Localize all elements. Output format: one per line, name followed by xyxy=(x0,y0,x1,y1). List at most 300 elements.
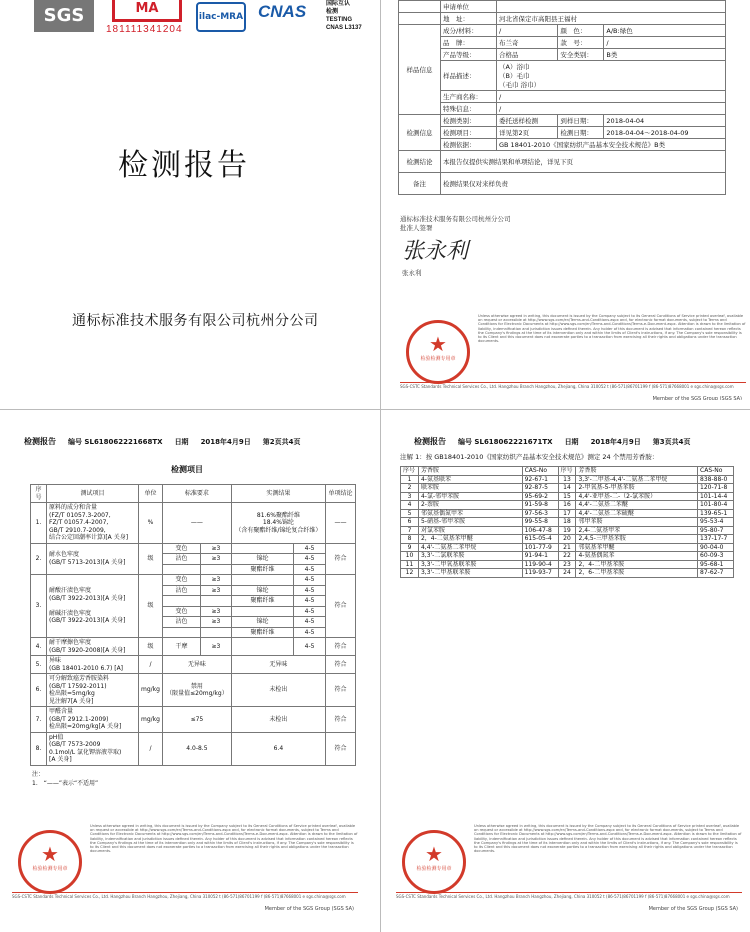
header-number: 编号 SL61806222166​8TX xyxy=(68,438,163,446)
info-row xyxy=(399,139,726,151)
info-label: 申请单位 xyxy=(441,1,497,13)
cas-number: 97-56-3 xyxy=(522,509,558,518)
cas-number: 92-87-5 xyxy=(522,484,558,493)
cas-number: 119-93-7 xyxy=(522,569,558,578)
amine-name: 4,4'-二氨基二苯醚 xyxy=(576,501,698,510)
info-value: 详见第2页 xyxy=(497,127,558,139)
footer-address: SGS-CSTC Standards Technical Services Co., Ltd. Hangzhou Branch Hangzhou, Zhejiang, China 310052 t (86-571)86701199 f (86-571)87668001 e sgs.china@sgs.com xyxy=(400,384,734,389)
unit: 级 xyxy=(139,543,163,575)
signature: 张永利 xyxy=(402,239,469,264)
cas-number: 106-47-8 xyxy=(522,526,558,535)
column-header: 标准要求 xyxy=(162,485,231,503)
info-label: 安全类别： xyxy=(558,49,604,61)
sub-result: 4-5 xyxy=(294,575,326,586)
notes xyxy=(32,770,98,788)
info-row xyxy=(399,1,726,13)
conclusion: 符合 xyxy=(326,707,356,733)
row-number: 4. xyxy=(31,638,47,656)
sub-label: 干摩 xyxy=(162,638,200,656)
cas-number: 95-68-1 xyxy=(698,560,734,569)
cas-number: 101-14-4 xyxy=(698,492,734,501)
cas-number: 90-04-0 xyxy=(698,543,734,552)
info-row xyxy=(399,61,726,91)
test-item: 可分解致癌芳香胺染料 (GB/T 17592-2011) 检出限=5mg/kg 见注解7[A 关身] xyxy=(47,674,139,707)
column-header: 序号 xyxy=(31,485,47,503)
fine-print: Unless otherwise agreed in writing, this document is issued by the Company subject to its General Conditions of Service printed overleaf, available on request or accessible at http://www.sgs.com/en/Terms-and-Conditions.aspx and, for electronic format documents, subject to Terms and Conditions for Electronic Documents at http://www.sgs.com/en/Terms-and-Conditions/Terms-e-Document.aspx. Attention is drawn to the limitation of liability, indemnification and jurisdiction issues defined therein. Any holder of this document is advised that information contained hereon reflects the Company's findings at the time of its intervention only and within the limits of Client's instructions, if any. The Company's sole responsibility is to its Client and this document does not exonerate parties to a transaction from exercising all their rights and obligations under the transaction documents. xyxy=(474,824,742,854)
cas-number: 120-71-8 xyxy=(698,484,734,493)
cnas-line: CNAS L3137 xyxy=(326,25,362,31)
test-row xyxy=(31,575,356,586)
requirement: 禁用 （限量值≤20mg/kg） xyxy=(162,674,231,707)
cas-number: 91-59-8 xyxy=(522,501,558,510)
footer-rule xyxy=(12,892,358,893)
seal-text: 检验检测专用章 xyxy=(416,866,452,872)
info-value: / xyxy=(497,91,726,103)
sub-result: 4-5 xyxy=(294,564,326,575)
sub-label: 沾色 xyxy=(162,617,200,628)
cas-number: 139-65-1 xyxy=(698,509,734,518)
sub-fiber: 聚酯纤维 xyxy=(231,627,293,638)
test-row xyxy=(31,503,356,544)
cas-number: 615-05-4 xyxy=(522,535,558,544)
info-value: 委托送样检测 xyxy=(497,115,558,127)
cnas-logo: CNAS xyxy=(258,2,307,21)
sub-label xyxy=(162,596,200,607)
info-value: / xyxy=(604,37,726,49)
unit: / xyxy=(139,732,163,765)
cas-number: 101-77-9 xyxy=(522,543,558,552)
sub-fiber: 聚酯纤维 xyxy=(231,596,293,607)
amine-number: 14 xyxy=(558,484,576,493)
column-header: 芳香胺 xyxy=(576,467,698,476)
requirement: 4.0-8.5 xyxy=(162,732,231,765)
sample-info-table xyxy=(398,0,726,195)
info-row xyxy=(399,25,726,37)
amine-name: 3,3'-二甲氧基联苯胺 xyxy=(418,560,522,569)
amine-name: 4-氨基偶氮苯 xyxy=(576,552,698,561)
unit: 级 xyxy=(139,575,163,638)
seal-text: 检验检测专用章 xyxy=(420,356,456,362)
info-value: 检测结果仅对来样负责 xyxy=(441,173,726,195)
footer-address: SGS-CSTC Standards Technical Services Co., Ltd. Hangzhou Branch Hangzhou, Zhejiang, China 310052 t (86-571)86701199 f (86-571)87668001 e sgs.china@sgs.com xyxy=(12,894,346,899)
result: 无异味 xyxy=(231,656,325,674)
sub-result: 4-5 xyxy=(294,627,326,638)
amine-name: 联苯胺 xyxy=(418,484,522,493)
amine-row xyxy=(401,484,734,493)
requirement: —— xyxy=(162,503,231,544)
sub-result: 4-5 xyxy=(294,606,326,617)
sub-fiber xyxy=(231,606,293,617)
amine-number: 11 xyxy=(401,560,419,569)
vertical-divider xyxy=(380,0,381,932)
star-icon: ★ xyxy=(425,842,443,866)
company-name: 通标标准技术服务有限公司杭州分公司 xyxy=(72,313,319,329)
amine-name: 4-氯-邻甲苯胺 xyxy=(418,492,522,501)
note-line: 注： xyxy=(32,771,45,778)
info-label: 到样日期： xyxy=(558,115,604,127)
info-label: 检测日期： xyxy=(558,127,604,139)
column-header: 芳香胺 xyxy=(418,467,522,476)
amine-number: 13 xyxy=(558,475,576,484)
test-row xyxy=(31,543,356,554)
cas-number: 101-80-4 xyxy=(698,501,734,510)
row-number: 1. xyxy=(31,503,47,544)
test-item: 甲醛含量 (GB/T 2912.1-2009) 检出限=20mg/kg[A 关身] xyxy=(47,707,139,733)
report-title: 检测报告 xyxy=(118,148,250,183)
star-icon: ★ xyxy=(41,842,59,866)
cas-number: 92-67-1 xyxy=(522,475,558,484)
sub-requirement xyxy=(200,627,231,638)
section-cell xyxy=(399,13,441,25)
cas-number: 95-80-7 xyxy=(698,526,734,535)
conclusion: 符合 xyxy=(326,732,356,765)
row-number: 8. xyxy=(31,732,47,765)
sub-label: 沾色 xyxy=(162,585,200,596)
cas-number: 99-55-8 xyxy=(522,518,558,527)
amines-table xyxy=(400,466,734,578)
cnas-line: 国际互认 xyxy=(326,1,351,7)
header-title: 检测报告 xyxy=(414,437,446,446)
page-header xyxy=(24,436,354,447)
conclusion: 符合 xyxy=(326,638,356,656)
amine-row xyxy=(401,535,734,544)
amine-number: 9 xyxy=(401,543,419,552)
signer-company: 通标标准技术服务有限公司杭州分公司 xyxy=(400,215,511,223)
cover-page xyxy=(0,0,374,400)
amine-row xyxy=(401,509,734,518)
info-label: 特殊信息： xyxy=(441,103,497,115)
sub-requirement: ≥3 xyxy=(200,617,231,628)
cas-number: 87-62-7 xyxy=(698,569,734,578)
amine-name: 2-甲氧基-5-甲基苯胺 xyxy=(576,484,698,493)
sub-requirement: ≥3 xyxy=(200,585,231,596)
page-footer xyxy=(12,822,358,914)
amine-row xyxy=(401,475,734,484)
sub-label: 变色 xyxy=(162,575,200,586)
info-value: 本报告仅提供实测结果和单项结论，详见下页 xyxy=(441,151,726,173)
fine-print: Unless otherwise agreed in writing, this document is issued by the Company subject to its General Conditions of Service printed overleaf, available on request or accessible at http://www.sgs.com/en/Terms-and-Conditions.aspx and, for electronic format documents, subject to Terms and Conditions for Electronic Documents at http://www.sgs.com/en/Terms-and-Conditions/Terms-e-Document.aspx. Attention is drawn to the limitation of liability, indemnification and jurisdiction issues defined therein. Any holder of this document is advised that information contained hereon reflects the Company's findings at the time of its intervention only and within the limits of Client's instructions, if any. The Company's sole responsibility is to its Client and this document does not exonerate parties to a transaction from exercising all their rights and obligations under the transaction documents. xyxy=(90,824,358,854)
info-label: 成分/材料： xyxy=(441,25,497,37)
section-cell: 检测结论 xyxy=(399,151,441,173)
info-label: 品 牌： xyxy=(441,37,497,49)
info-label: 产品等级： xyxy=(441,49,497,61)
cma-logo: MA xyxy=(112,0,182,22)
amines-note: 注解 1：按 GB18401-2010《国家纺织产品基本安全技术规范》测定 24 个禁用芳香胺： xyxy=(400,453,659,461)
amine-number: 4 xyxy=(401,501,419,510)
column-header: 测试项目 xyxy=(47,485,139,503)
sub-requirement: ≥3 xyxy=(200,543,231,554)
member-text: Member of the SGS Group (SGS SA) xyxy=(652,396,742,400)
amine-name: 邻氨基偶氮甲苯 xyxy=(418,509,522,518)
sub-result: 4-5 xyxy=(294,596,326,607)
test-row xyxy=(31,674,356,707)
sub-requirement: ≥3 xyxy=(200,638,231,656)
test-items-page xyxy=(0,426,374,932)
signer-title: 批准人签署 xyxy=(400,224,433,232)
section-cell xyxy=(399,1,441,13)
info-value: 布兰奇 xyxy=(497,37,558,49)
page-footer xyxy=(396,822,742,914)
header-date-label: 日期 xyxy=(564,438,579,446)
info-row xyxy=(399,91,726,103)
header-date: 2018年4月9日 xyxy=(590,438,641,446)
info-value: 2018-04-04 xyxy=(604,115,726,127)
section-cell: 检测信息 xyxy=(399,115,441,151)
info-label: 样品描述： xyxy=(441,61,497,91)
info-label: 地 址： xyxy=(441,13,497,25)
cas-number: 838-88-0 xyxy=(698,475,734,484)
amine-name: 2-萘胺 xyxy=(418,501,522,510)
cas-number: 137-17-7 xyxy=(698,535,734,544)
result: 未检出 xyxy=(231,707,325,733)
info-label: 生产商名称： xyxy=(441,91,497,103)
section-cell: 样品信息 xyxy=(399,25,441,115)
cas-number: 119-90-4 xyxy=(522,560,558,569)
cas-number: 95-53-4 xyxy=(698,518,734,527)
amine-row xyxy=(401,560,734,569)
test-row xyxy=(31,707,356,733)
amine-name: 2,4-二氨基甲苯 xyxy=(576,526,698,535)
sub-result: 4-5 xyxy=(294,617,326,628)
table-header-row xyxy=(31,485,356,503)
info-value: 2018-04-04～2018-04-09 xyxy=(604,127,726,139)
result: 6.4 xyxy=(231,732,325,765)
conclusion: 符合 xyxy=(326,674,356,707)
amine-name: 2，6-二甲基苯胺 xyxy=(576,569,698,578)
member-text: Member of the SGS Group (SGS SA) xyxy=(264,906,354,912)
row-number: 6. xyxy=(31,674,47,707)
sub-fiber: 锦纶 xyxy=(231,617,293,628)
test-row xyxy=(31,656,356,674)
header-page: 第2页共4页 xyxy=(262,438,301,446)
amine-number: 7 xyxy=(401,526,419,535)
cnas-line: 检测 xyxy=(326,9,339,15)
column-header: 序号 xyxy=(558,467,576,476)
unit: mg/kg xyxy=(139,674,163,707)
sub-requirement: ≥3 xyxy=(200,575,231,586)
unit: mg/kg xyxy=(139,707,163,733)
amine-number: 18 xyxy=(558,518,576,527)
sub-label: 变色 xyxy=(162,606,200,617)
cas-number: 95-69-2 xyxy=(522,492,558,501)
info-row xyxy=(399,115,726,127)
amine-number: 3 xyxy=(401,492,419,501)
signer-block xyxy=(400,215,511,233)
amine-name: 邻氨基苯甲醚 xyxy=(576,543,698,552)
row-number: 3. xyxy=(31,575,47,638)
info-row xyxy=(399,127,726,139)
test-items-table xyxy=(30,484,356,766)
seal-text: 检验检测专用章 xyxy=(32,866,68,872)
info-row xyxy=(399,49,726,61)
info-row xyxy=(399,37,726,49)
info-label: 颜 色： xyxy=(558,25,604,37)
amine-row xyxy=(401,552,734,561)
member-text: Member of the SGS Group (SGS SA) xyxy=(648,906,738,912)
unit: 级 xyxy=(139,638,163,656)
section-cell: 备注 xyxy=(399,173,441,195)
info-value: / xyxy=(497,103,726,115)
amines-page xyxy=(388,426,750,932)
info-value: GB 18401-2010《国家纺织产品基本安全技术规范》B类 xyxy=(497,139,726,151)
amine-name: 2，4-二甲基苯胺 xyxy=(576,560,698,569)
footer-rule xyxy=(396,892,742,893)
test-row xyxy=(31,638,356,656)
test-item: 耐水色牢度 (GB/T 5713-2013)[A 关身] xyxy=(47,543,139,575)
sub-fiber: 锦纶 xyxy=(231,554,293,565)
requirement: ≤75 xyxy=(162,707,231,733)
amine-row xyxy=(401,569,734,578)
column-header: 实测结果 xyxy=(231,485,325,503)
amine-number: 20 xyxy=(558,535,576,544)
cnas-text xyxy=(326,0,362,32)
info-label: 检测依据： xyxy=(441,139,497,151)
amine-name: 4,4'-二氨基二苯甲烷 xyxy=(418,543,522,552)
amine-number: 2 xyxy=(401,484,419,493)
conclusion: 符合 xyxy=(326,575,356,638)
sub-fiber: 聚酯纤维 xyxy=(231,564,293,575)
sub-requirement: ≥3 xyxy=(200,554,231,565)
info-value: / xyxy=(497,25,558,37)
info-value: A/B:绿色 xyxy=(604,25,726,37)
info-row xyxy=(399,173,726,195)
sample-info-page xyxy=(388,0,750,400)
sub-fiber: 锦纶 xyxy=(231,585,293,596)
sub-requirement xyxy=(200,596,231,607)
conclusion: 符合 xyxy=(326,543,356,575)
seal-stamp xyxy=(18,830,82,894)
info-label: 款 号： xyxy=(558,37,604,49)
cas-number: 91-94-1 xyxy=(522,552,558,561)
row-number: 5. xyxy=(31,656,47,674)
sub-label: 沾色 xyxy=(162,554,200,565)
ilac-mra-logo: ilac-MRA xyxy=(196,2,246,32)
column-header: CAS-No xyxy=(522,467,558,476)
info-value: （A）浴巾 （B）毛巾 （毛巾 浴巾） xyxy=(497,61,726,91)
footer-address: SGS-CSTC Standards Technical Services Co., Ltd. Hangzhou Branch Hangzhou, Zhejiang, China 310052 t (86-571)86701199 f (86-571)87668001 e sgs.china@sgs.com xyxy=(396,894,730,899)
column-header: 单位 xyxy=(139,485,163,503)
unit: % xyxy=(139,503,163,544)
header-date-label: 日期 xyxy=(174,438,189,446)
footer-rule xyxy=(400,382,746,383)
seal-stamp xyxy=(402,830,466,894)
amine-row xyxy=(401,526,734,535)
sub-fiber xyxy=(231,638,293,656)
amine-number: 23 xyxy=(558,560,576,569)
test-item: pH值 (GB/T 7573-2009 0.1mol/L 氯化钾溶液萃取) [A 关身] xyxy=(47,732,139,765)
info-value: 合格品 xyxy=(497,49,558,61)
amine-name: 邻甲苯胺 xyxy=(576,518,698,527)
info-label: 检测类别： xyxy=(441,115,497,127)
amine-name: 3,3'-二甲基联苯胺 xyxy=(418,569,522,578)
sub-fiber xyxy=(231,575,293,586)
amine-number: 19 xyxy=(558,526,576,535)
amine-number: 15 xyxy=(558,492,576,501)
fine-print: Unless otherwise agreed in writing, this document is issued by the Company subject to its General Conditions of Service printed overleaf, available on request or accessible at http://www.sgs.com/en/Terms-and-Conditions.aspx and, for electronic format documents, subject to Terms and Conditions for Electronic Documents at http://www.sgs.com/en/Terms-and-Conditions/Terms-e-Document.aspx. Attention is drawn to the limitation of liability, indemnification and jurisdiction issues defined therein. Any holder of this document is advised that information contained hereon reflects the Company's findings at the time of its intervention only and within the limits of Client's instructions, if any. The Company's sole responsibility is to its Client and this document does not exonerate parties to a transaction from exercising all their rights and obligations under the transaction documents. xyxy=(478,314,746,344)
signer-name: 张永利 xyxy=(402,269,422,277)
amine-name: 4,4'-亚甲基-二-（2-氯苯胺） xyxy=(576,492,698,501)
amine-name: 2,4,5-三甲基苯胺 xyxy=(576,535,698,544)
column-header: CAS-No xyxy=(698,467,734,476)
result: 81.6%聚酯纤维 18.4%锦纶 （含有聚酯纤维/锦纶复合纤维） xyxy=(231,503,325,544)
amine-row xyxy=(401,501,734,510)
amine-name: 4-氨基联苯 xyxy=(418,475,522,484)
sub-result: 4-5 xyxy=(294,638,326,656)
amine-number: 8 xyxy=(401,535,419,544)
seal-stamp xyxy=(406,320,470,384)
info-row xyxy=(399,103,726,115)
column-header: 单项结论 xyxy=(326,485,356,503)
table-header-row xyxy=(401,467,734,476)
page-header xyxy=(414,436,744,447)
sub-label xyxy=(162,564,200,575)
note-line: 1. “——”表示“不适用” xyxy=(32,780,99,787)
table-title: 检测项目 xyxy=(171,465,203,474)
amine-name: 3,3'-二氯联苯胺 xyxy=(418,552,522,561)
sgs-logo: SGS xyxy=(34,0,94,32)
star-icon: ★ xyxy=(429,332,447,356)
amine-number: 5 xyxy=(401,509,419,518)
header-page: 第3页共4页 xyxy=(652,438,691,446)
conclusion: —— xyxy=(326,503,356,544)
unit: / xyxy=(139,656,163,674)
test-item: 耐干摩擦色牢度 (GB/T 3920-2008)[A 关身] xyxy=(47,638,139,656)
amine-number: 24 xyxy=(558,569,576,578)
sub-requirement: ≥3 xyxy=(200,606,231,617)
column-header: 序号 xyxy=(401,467,419,476)
amine-number: 17 xyxy=(558,509,576,518)
amine-name: 4,4'-二氨基二苯硫醚 xyxy=(576,509,698,518)
cas-number: 60-09-3 xyxy=(698,552,734,561)
sub-result: 4-5 xyxy=(294,554,326,565)
conclusion: 符合 xyxy=(326,656,356,674)
test-row xyxy=(31,732,356,765)
amine-number: 10 xyxy=(401,552,419,561)
amine-name: 5-硝基-邻甲苯胺 xyxy=(418,518,522,527)
test-item: 耐酸汗渍色牢度 (GB/T 3922-2013)[A 关身] 耐碱汗渍色牢度 (GB/T 3922-2013)[A 关身] xyxy=(47,575,139,638)
cnas-line: TESTING xyxy=(326,17,353,23)
info-value xyxy=(497,1,726,13)
amine-number: 6 xyxy=(401,518,419,527)
info-value: 河北省保定市高阳县王福村 xyxy=(497,13,726,25)
header-title: 检测报告 xyxy=(24,437,56,446)
header-date: 2018年4月9日 xyxy=(200,438,251,446)
info-value: B类 xyxy=(604,49,726,61)
horizontal-divider xyxy=(0,409,750,410)
amine-number: 16 xyxy=(558,501,576,510)
row-number: 2. xyxy=(31,543,47,575)
sub-label: 变色 xyxy=(162,543,200,554)
amine-number: 12 xyxy=(401,569,419,578)
cma-number: 181111341204 xyxy=(106,24,183,35)
page-footer xyxy=(400,312,746,400)
row-number: 7. xyxy=(31,707,47,733)
info-row xyxy=(399,13,726,25)
requirement: 无异味 xyxy=(162,656,231,674)
amine-number: 1 xyxy=(401,475,419,484)
amine-row xyxy=(401,492,734,501)
info-row xyxy=(399,151,726,173)
header-number: 编号 SL61806222167​1TX xyxy=(458,438,553,446)
sub-label xyxy=(162,627,200,638)
sub-requirement xyxy=(200,564,231,575)
amine-row xyxy=(401,518,734,527)
sub-fiber xyxy=(231,543,293,554)
info-label: 检测项目： xyxy=(441,127,497,139)
amine-number: 22 xyxy=(558,552,576,561)
test-item: 异味 (GB 18401-2010 6.7) [A] xyxy=(47,656,139,674)
result: 未检出 xyxy=(231,674,325,707)
